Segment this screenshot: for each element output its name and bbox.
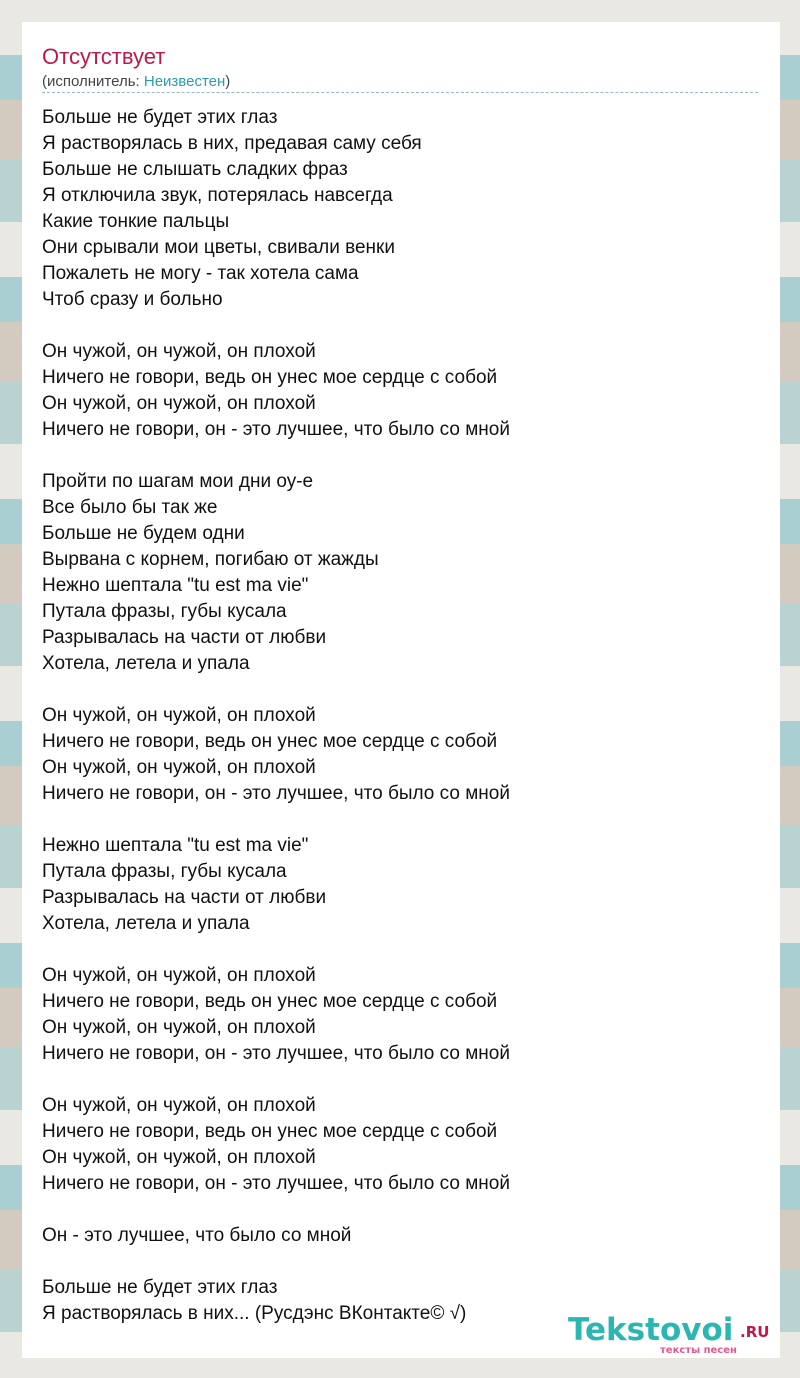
- lyric-line: [42, 1249, 510, 1275]
- lyric-line: Он чужой, он чужой, он плохой: [42, 757, 316, 778]
- artist-prefix: (исполнитель:: [42, 73, 144, 90]
- lyric-line: Пожалеть не могу - так хотела сама: [42, 263, 359, 284]
- lyric-line: Больше не будет этих глаз: [42, 1277, 278, 1298]
- lyrics-card: [22, 22, 780, 1358]
- lyric-line: Разрывалась на части от любви: [42, 627, 327, 648]
- lyric-line: Он чужой, он чужой, он плохой: [42, 965, 316, 986]
- lyric-line: Нежно шептала "tu est ma vie": [42, 835, 309, 856]
- lyric-line: Он чужой, он чужой, он плохой: [42, 705, 316, 726]
- site-logo[interactable]: [568, 1312, 778, 1358]
- logo-tld: .RU: [740, 1323, 770, 1341]
- lyric-line: Я растворялась в них, предавая саму себя: [42, 133, 422, 154]
- lyric-line: Ничего не говори, ведь он унес мое сердце с собой: [42, 991, 498, 1012]
- lyric-line: Я растворялась в них... (Русдэнс ВКонтакте© √): [42, 1303, 467, 1324]
- lyric-line: Ничего не говори, он - это лучшее, что было со мной: [42, 419, 510, 440]
- lyric-line: [42, 1067, 510, 1093]
- lyric-line: Путала фразы, губы кусала: [42, 861, 287, 882]
- logo-brand: Tekstovoi: [568, 1312, 734, 1348]
- lyrics-text: [42, 105, 510, 1327]
- lyric-line: Вырвана с корнем, погибаю от жажды: [42, 549, 379, 570]
- artist-suffix: ): [225, 73, 231, 90]
- lyric-line: Больше не будем одни: [42, 523, 245, 544]
- lyric-line: [42, 443, 510, 469]
- lyric-line: [42, 807, 510, 833]
- lyric-line: Я отключила звук, потерялась навсегда: [42, 185, 393, 206]
- lyric-line: Ничего не говори, ведь он унес мое сердце с собой: [42, 1121, 498, 1142]
- lyric-line: Ничего не говори, он - это лучшее, что было со мной: [42, 1043, 510, 1064]
- lyric-line: Больше не слышать сладких фраз: [42, 159, 348, 180]
- lyric-line: Ничего не говори, он - это лучшее, что было со мной: [42, 783, 510, 804]
- lyric-line: Ничего не говори, ведь он унес мое сердце с собой: [42, 367, 498, 388]
- lyric-line: Он чужой, он чужой, он плохой: [42, 1095, 316, 1116]
- lyric-line: Ничего не говори, ведь он унес мое сердце с собой: [42, 731, 498, 752]
- lyric-line: Разрывалась на части от любви: [42, 887, 327, 908]
- lyric-line: Он чужой, он чужой, он плохой: [42, 393, 316, 414]
- lyric-line: Хотела, летела и упала: [42, 653, 250, 674]
- lyric-line: Нежно шептала "tu est ma vie": [42, 575, 309, 596]
- lyric-line: Чтоб сразу и больно: [42, 289, 223, 310]
- lyric-line: Какие тонкие пальцы: [42, 211, 230, 232]
- lyric-line: Больше не будет этих глаз: [42, 107, 278, 128]
- lyric-line: Он чужой, он чужой, он плохой: [42, 1017, 316, 1038]
- logo-tagline: тексты песен: [660, 1345, 737, 1356]
- artist-link[interactable]: Неизвестен: [143, 73, 226, 90]
- lyric-line: Он чужой, он чужой, он плохой: [42, 341, 316, 362]
- lyric-line: [42, 677, 510, 703]
- artist-line: [42, 73, 230, 91]
- lyric-line: Они срывали мои цветы, свивали венки: [42, 237, 395, 258]
- lyric-line: Ничего не говори, он - это лучшее, что было со мной: [42, 1173, 510, 1194]
- lyric-line: Хотела, летела и упала: [42, 913, 250, 934]
- lyric-line: [42, 937, 510, 963]
- header-divider: [42, 92, 758, 93]
- lyric-line: Все было бы так же: [42, 497, 218, 518]
- lyric-line: [42, 313, 510, 339]
- lyric-line: Пройти по шагам мои дни оу-е: [42, 471, 314, 492]
- lyric-line: Он чужой, он чужой, он плохой: [42, 1147, 316, 1168]
- song-title: Отсутствует: [42, 44, 166, 69]
- lyric-line: Путала фразы, губы кусала: [42, 601, 287, 622]
- lyric-line: Он - это лучшее, что было со мной: [42, 1225, 352, 1246]
- lyric-line: [42, 1197, 510, 1223]
